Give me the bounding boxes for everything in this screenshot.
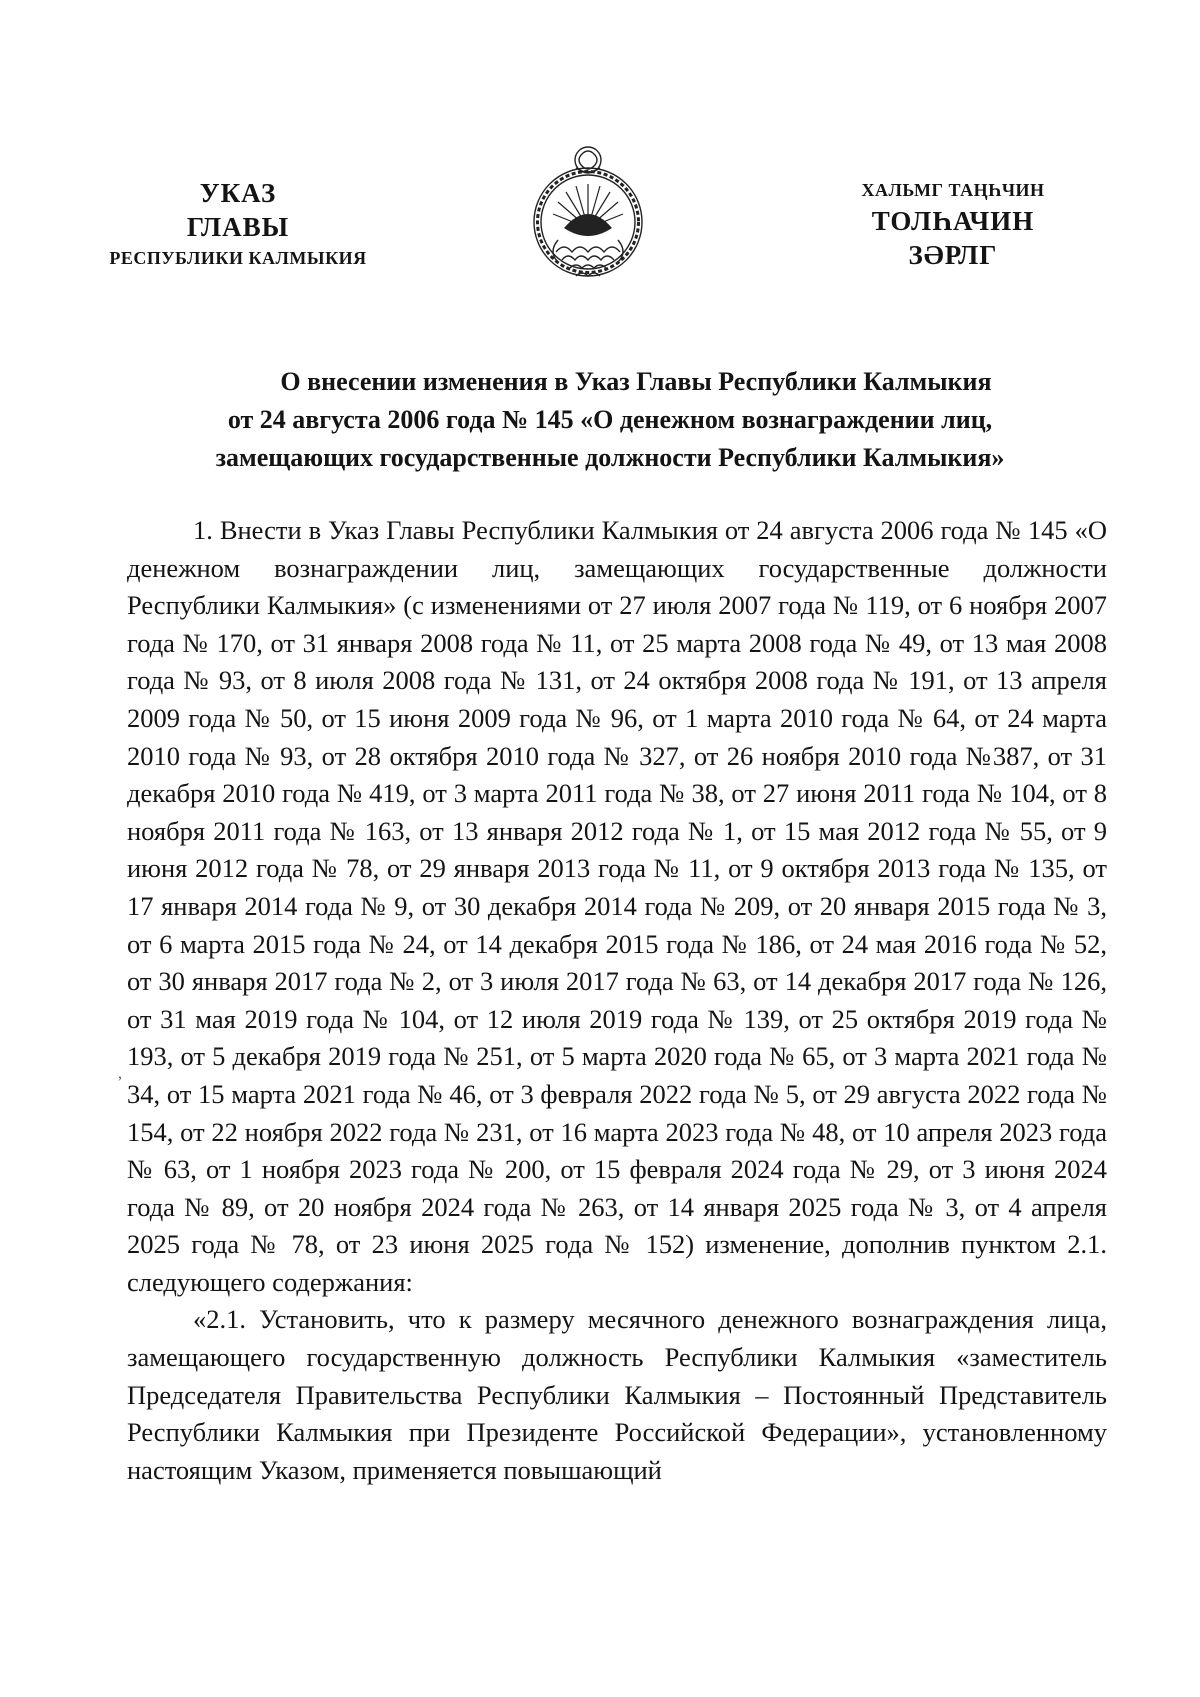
body-paragraph-1: 1. Внести в Указ Главы Республики Калмыкия от 24 августа 2006 года № 145 «О денежном вознаграждении лиц, замещающих государственные должности Республики Калмыкия» (с изменениями от 27 июля 2007 года № 119, от 6 ноября 2007 года № 170, от 31 января 2008 года № 11, от 25 марта 2008 года № 49, от 13 мая 2008 года № 93, от 8 июля 2008 года № 131, от 24 октября 2008 года № 191, от 13 апреля 2009 года № 50, от 15 июня 2009 года № 96, от 1 марта 2010 года № 64, от 24 марта 2010 года № 93, от 28 октября 2010 года № 327, от 26 ноября 2010 года №387, от 31 декабря 2010 года № 419, от 3 марта 2011 года № 38, от 27 июня 2011 года № 104, от 8 ноября 2011 года № 163, от 13 января 2012 года № 1, от 15 мая 2012 года № 55, от 9 июня 2012 года № 78, от 29 января 2013 года № 11, от 9 октября 2013 года № 135, от 17 января 2014 года № 9, от 30 декабря 2014 года № 209, от 20 января 2015 года № 3, от 6 марта 2015 года № 24, от 14 декабря 2015 года № 186, от 24 мая 2016 года № 52, от 30 января 2017 года № 2, от 3 июля 2017 года № 63, от 14 декабря 2017 года № 126, от 31 мая 2019 года № 104, от 12 июля 2019 года № 139, от 25 октября 2019 года № 193, от 5 декабря 2019 года № 251, от 5 марта 2020 года № 65, от 3 марта 2021 года № 34, от 15 марта 2021 года № 46, от 3 февраля 2022 года № 5, от 29 августа 2022 года № 154, от 22 ноября 2022 года № 231, от 16 марта 2023 года № 48, от 10 апреля 2023 года № 63, от 1 ноября 2023 года № 200, от 15 февраля 2024 года № 29, от 3 июня 2024 года № 89, от 20 ноября 2024 года № 263, от 14 января 2025 года № 3, от 4 апреля 2025 года № 78, от 23 июня 2025 года № 152) изменение, дополнив пунктом 2.1. следующего содержания: [127, 515, 1107, 1297]
document-body [127, 512, 1107, 1489]
header-right-line3: ЗӘРЛГ [908, 240, 998, 270]
header-left-line3: РЕСПУБЛИКИ КАЛМЫКИЯ [109, 248, 367, 268]
header-left-line2: ГЛАВЫ [186, 212, 290, 242]
header-right-line2: ТОЛҺАЧИН [871, 206, 1035, 236]
header-left-block [88, 176, 388, 272]
header-right-line1: ХАЛЬМГ ТАҢҺЧИН [861, 180, 1045, 200]
body-paragraph-2: «2.1. Установить, что к размеру месячного денежного вознаграждения лица, замещающего государственную должность Республики Калмыкия «заместитель Председателя Правительства Республики Калмыкия – Постоянный Представитель Республики Калмыкия при Президенте Российской Федерации», установленному настоящим Указом, применяется повышающий [127, 1304, 1107, 1485]
scan-artifact-mark: , [118, 1065, 122, 1082]
title-line2: от 24 августа 2006 года № 145 «О денежном вознаграждении лиц, [227, 405, 993, 434]
header-left-line1: УКАЗ [199, 178, 277, 208]
document-title [120, 363, 1100, 477]
title-line1: О внесении изменения в Указ Главы Республики Калмыкия [280, 367, 992, 396]
kalmykia-coat-of-arms-icon [518, 140, 658, 300]
title-line3: замещающих государственные должности Республики Калмыкия» [215, 443, 1005, 472]
header-right-block [848, 176, 1058, 272]
